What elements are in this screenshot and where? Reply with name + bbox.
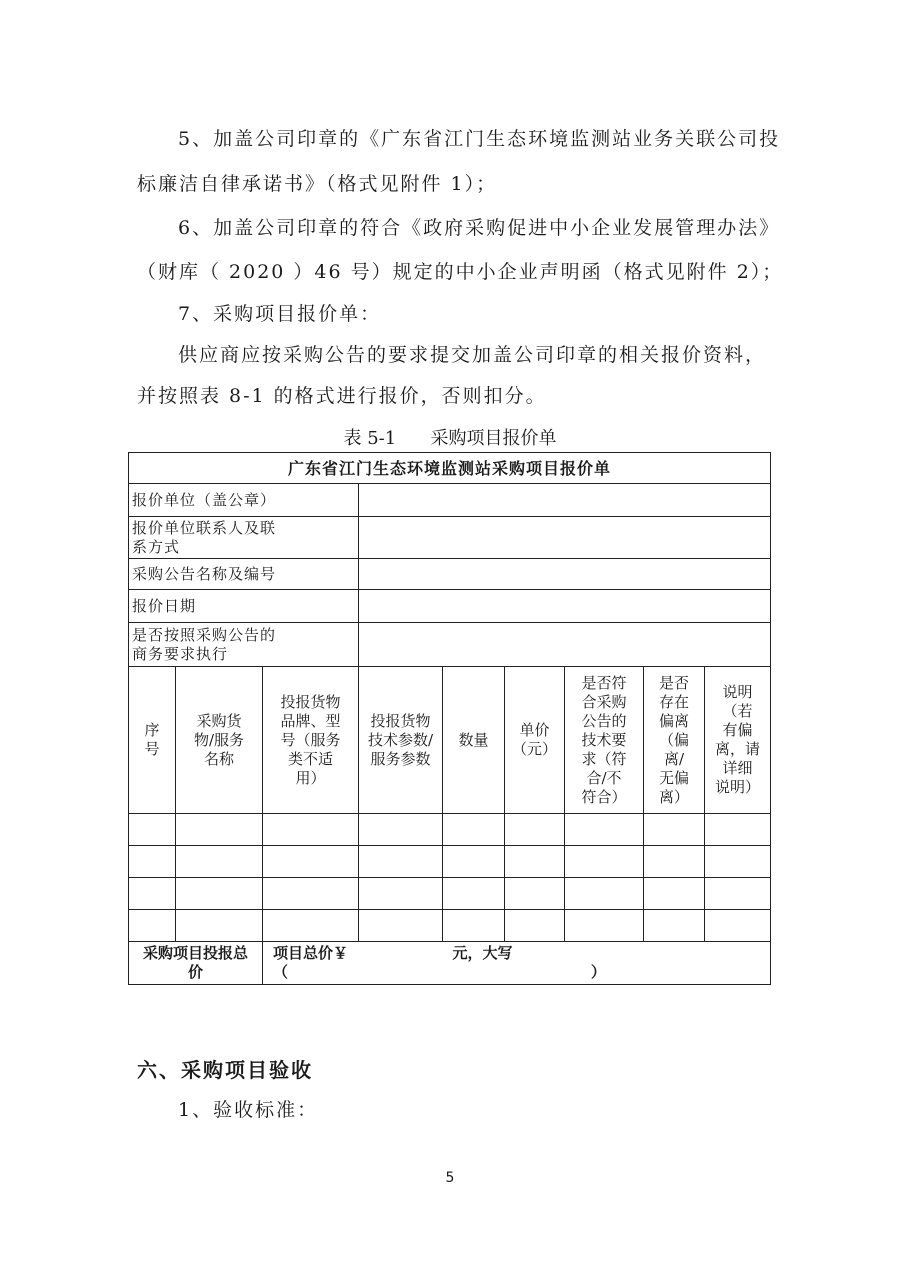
info-value-cell: [359, 484, 771, 517]
header-compliance: 是否符 合采购 公告的 技术要 求（符 合/不 符合）: [565, 667, 644, 814]
info-label-quote-date: 报价日期: [129, 590, 359, 623]
table-row: [129, 846, 771, 878]
sub-item-acceptance-standard: 1、验收标准：: [178, 1099, 319, 1121]
paragraph-item-6-line2: （财库（ 2020 ）46 号）规定的中小企业声明函（格式见附件 2）；: [137, 261, 784, 283]
info-label-contact: 报价单位联系人及联 系方式: [129, 517, 359, 559]
info-value-cell: [359, 559, 771, 590]
quotation-table: [128, 452, 771, 985]
paragraph-item-5-line1: 5、加盖公司印章的《广东省江门生态环境监测站业务关联公司投: [178, 128, 781, 150]
paragraph-item-6-line1: 6、加盖公司印章的符合《政府采购促进中小企业发展管理办法》: [178, 217, 781, 239]
header-remarks: 说明 （若 有偏 离，请 详细 说明）: [705, 667, 771, 814]
header-quantity: 数量: [443, 667, 505, 814]
table-row: [129, 878, 771, 910]
section-heading-acceptance: 六、采购项目验收: [137, 1058, 313, 1082]
table-title: 广东省江门生态环境监测站采购项目报价单: [129, 453, 771, 484]
header-item-name: 采购货 物/服务 名称: [176, 667, 263, 814]
info-value-cell: [359, 517, 771, 559]
header-brand-model: 投报货物 品牌、型 号（服务 类不适 用）: [263, 667, 359, 814]
page-number: 5: [445, 1170, 455, 1186]
total-row: [129, 942, 771, 985]
info-label-business-requirements: 是否按照采购公告的 商务要求执行: [129, 623, 359, 667]
table-caption: 表 5-1 采购项目报价单: [343, 428, 557, 449]
header-deviation: 是否 存在 偏离 （偏 离/ 无偏 离）: [644, 667, 705, 814]
header-unit-price: 单价 （元）: [505, 667, 565, 814]
info-label-quoting-unit: 报价单位（盖公章）: [129, 484, 359, 517]
total-value: 项目总价￥ 元，大写 （ ）: [263, 942, 771, 985]
header-serial-number: 序 号: [129, 667, 176, 814]
paragraph-item-5-line2: 标廉洁自律承诺书》（格式见附件 1）；: [137, 173, 498, 195]
info-value-cell: [359, 590, 771, 623]
paragraph-quote-instruction-line1: 供应商应按采购公告的要求提交加盖公司印章的相关报价资料，: [178, 344, 767, 366]
table-header-row: [129, 667, 771, 814]
header-technical-params: 投报货物 技术参数/ 服务参数: [359, 667, 443, 814]
table-row: [129, 910, 771, 942]
info-value-cell: [359, 623, 771, 667]
info-label-announcement: 采购公告名称及编号: [129, 559, 359, 590]
paragraph-quote-instruction-line2: 并按照表 8-1 的格式进行报价，否则扣分。: [137, 385, 547, 407]
paragraph-item-7: 7、采购项目报价单：: [178, 303, 382, 325]
table-row: [129, 814, 771, 846]
total-label: 采购项目投报总 价: [129, 942, 263, 985]
